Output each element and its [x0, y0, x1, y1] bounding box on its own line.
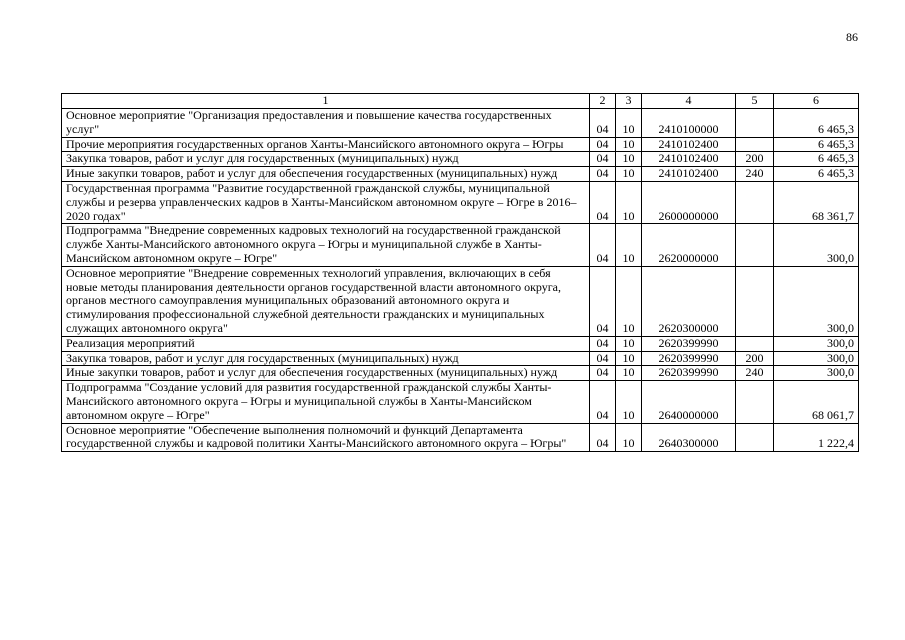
row-name: Основное мероприятие "Внедрение современных технологий управления, включающих в себя новые методы планирования деятельности органов государственной власти автономного округа, органов местного самоуправления муниципальных образований автономного округа и стимулирования профессиональной служебной деятельности гражданских и муниципальных служащих автономного округа" — [62, 266, 590, 336]
table-row — [62, 152, 859, 167]
row-expense-type: 200 — [736, 152, 774, 167]
row-name: Иные закупки товаров, работ и услуг для обеспечения государственных (муниципальных) нужд — [62, 366, 590, 381]
row-subsection: 10 — [616, 167, 642, 182]
row-amount: 300,0 — [774, 351, 859, 366]
row-name: Подпрограмма "Создание условий для развития государственной гражданской службы Ханты-Мансийского автономного округа – Югры и муниципальной службы в Ханты-Мансийском автономном округе – Югре" — [62, 381, 590, 423]
row-expense-type — [736, 109, 774, 138]
row-amount: 6 465,3 — [774, 152, 859, 167]
row-name: Закупка товаров, работ и услуг для государственных (муниципальных) нужд — [62, 152, 590, 167]
row-expense-type — [736, 423, 774, 452]
row-subsection: 10 — [616, 224, 642, 266]
row-target-article: 2600000000 — [642, 181, 736, 223]
table-row — [62, 167, 859, 182]
row-expense-type — [736, 137, 774, 152]
budget-table — [61, 93, 859, 452]
row-expense-type: 200 — [736, 351, 774, 366]
table-row — [62, 137, 859, 152]
row-section: 04 — [590, 109, 616, 138]
row-section: 04 — [590, 423, 616, 452]
row-section: 04 — [590, 137, 616, 152]
row-section: 04 — [590, 266, 616, 336]
row-amount: 300,0 — [774, 366, 859, 381]
row-subsection: 10 — [616, 381, 642, 423]
page-number: 86 — [846, 30, 858, 44]
row-expense-type — [736, 336, 774, 351]
row-section: 04 — [590, 351, 616, 366]
table-row — [62, 381, 859, 423]
row-name: Подпрограмма "Внедрение современных кадровых технологий на государственной гражданской службе Ханты-Мансийского автономного округа – Югры и муниципальной службе в Ханты-Мансийском автономном округе – Югре" — [62, 224, 590, 266]
row-amount: 300,0 — [774, 266, 859, 336]
header-cell-target-article: 4 — [642, 94, 736, 109]
row-expense-type — [736, 266, 774, 336]
row-expense-type: 240 — [736, 167, 774, 182]
row-subsection: 10 — [616, 366, 642, 381]
header-cell-amount: 6 — [774, 94, 859, 109]
table-row — [62, 366, 859, 381]
row-amount: 6 465,3 — [774, 109, 859, 138]
row-amount: 1 222,4 — [774, 423, 859, 452]
row-target-article: 2620399990 — [642, 336, 736, 351]
row-name: Основное мероприятие "Обеспечение выполнения полномочий и функций Департамента государственной службы и кадровой политики Ханты-Мансийского автономного округа – Югры" — [62, 423, 590, 452]
row-name: Иные закупки товаров, работ и услуг для обеспечения государственных (муниципальных) нужд — [62, 167, 590, 182]
row-expense-type: 240 — [736, 366, 774, 381]
row-section: 04 — [590, 381, 616, 423]
row-amount: 68 361,7 — [774, 181, 859, 223]
row-amount: 6 465,3 — [774, 137, 859, 152]
table-header-row — [62, 94, 859, 109]
table-row — [62, 351, 859, 366]
row-amount: 6 465,3 — [774, 167, 859, 182]
header-cell-subsection: 3 — [616, 94, 642, 109]
row-section: 04 — [590, 366, 616, 381]
table-row — [62, 181, 859, 223]
row-name: Основное мероприятие "Организация предоставления и повышение качества государственных услуг" — [62, 109, 590, 138]
table-row — [62, 109, 859, 138]
row-target-article: 2410102400 — [642, 152, 736, 167]
row-target-article: 2640300000 — [642, 423, 736, 452]
row-name: Реализация мероприятий — [62, 336, 590, 351]
row-target-article: 2620000000 — [642, 224, 736, 266]
row-subsection: 10 — [616, 152, 642, 167]
row-target-article: 2410102400 — [642, 137, 736, 152]
row-amount: 68 061,7 — [774, 381, 859, 423]
row-amount: 300,0 — [774, 224, 859, 266]
row-section: 04 — [590, 336, 616, 351]
row-section: 04 — [590, 181, 616, 223]
row-target-article: 2620399990 — [642, 351, 736, 366]
row-section: 04 — [590, 152, 616, 167]
row-target-article: 2410102400 — [642, 167, 736, 182]
table-row — [62, 224, 859, 266]
row-subsection: 10 — [616, 109, 642, 138]
row-expense-type — [736, 224, 774, 266]
row-target-article: 2620399990 — [642, 366, 736, 381]
row-target-article: 2640000000 — [642, 381, 736, 423]
row-name: Прочие мероприятия государственных органов Ханты-Мансийского автономного округа – Югры — [62, 137, 590, 152]
row-amount: 300,0 — [774, 336, 859, 351]
row-expense-type — [736, 181, 774, 223]
row-name: Государственная программа "Развитие государственной гражданской службы, муниципальной службы и резерва управленческих кадров в Ханты-Мансийском автономном округе – Югре в 2016–2020 годах" — [62, 181, 590, 223]
header-cell-section: 2 — [590, 94, 616, 109]
row-subsection: 10 — [616, 336, 642, 351]
row-subsection: 10 — [616, 137, 642, 152]
header-cell-expense-type: 5 — [736, 94, 774, 109]
row-target-article: 2620300000 — [642, 266, 736, 336]
row-subsection: 10 — [616, 351, 642, 366]
table-row — [62, 423, 859, 452]
row-section: 04 — [590, 167, 616, 182]
row-expense-type — [736, 381, 774, 423]
row-name: Закупка товаров, работ и услуг для государственных (муниципальных) нужд — [62, 351, 590, 366]
row-subsection: 10 — [616, 423, 642, 452]
row-target-article: 2410100000 — [642, 109, 736, 138]
header-cell-name: 1 — [62, 94, 590, 109]
row-subsection: 10 — [616, 266, 642, 336]
table-row — [62, 336, 859, 351]
table-row — [62, 266, 859, 336]
row-section: 04 — [590, 224, 616, 266]
row-subsection: 10 — [616, 181, 642, 223]
